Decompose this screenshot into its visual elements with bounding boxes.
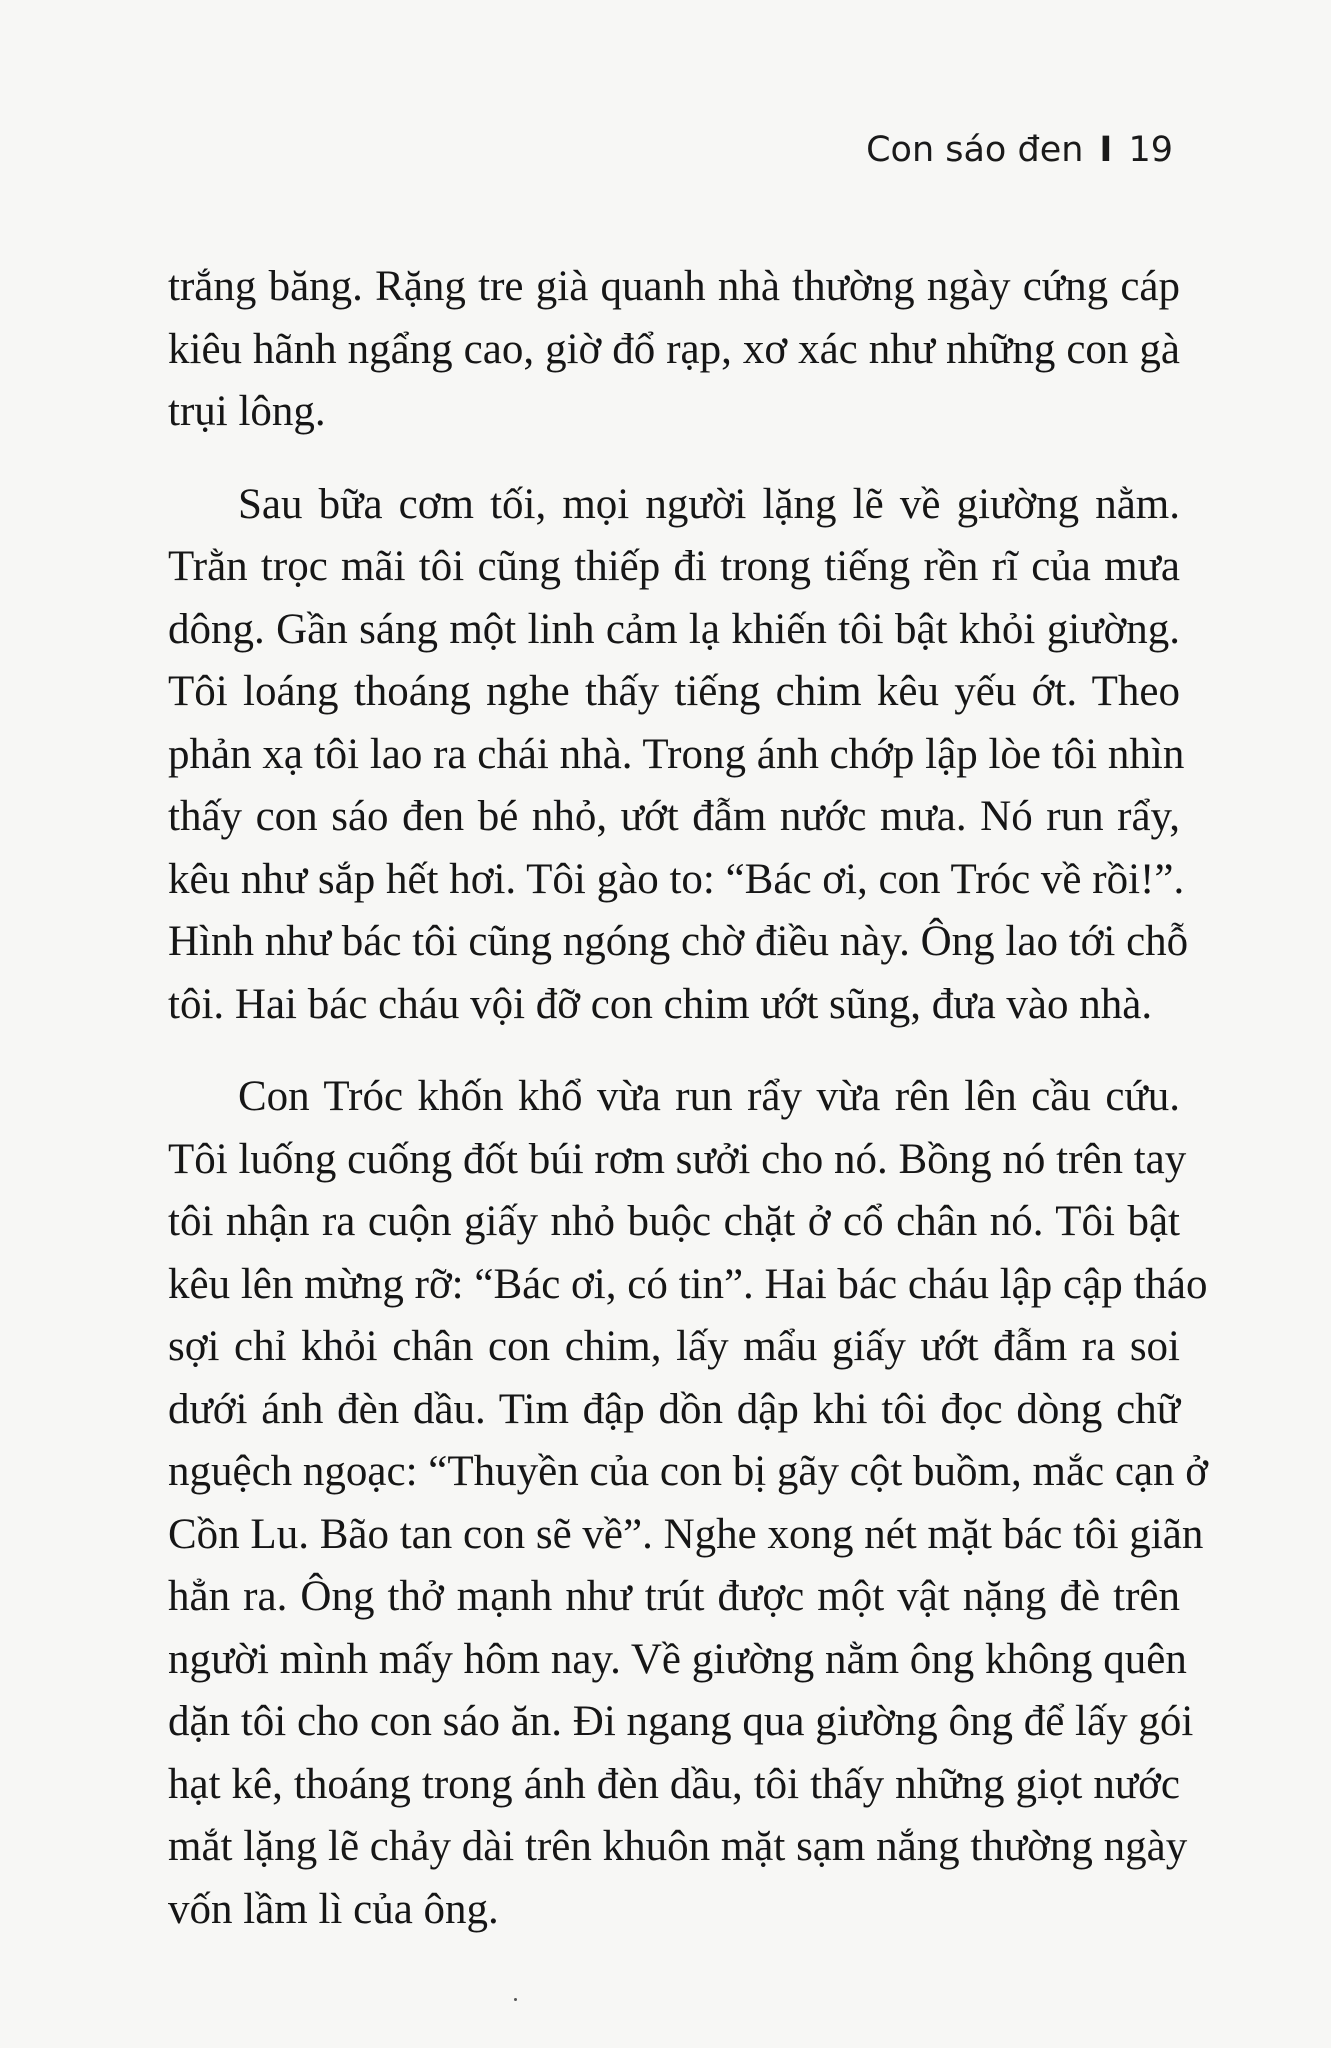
text-line: hẳn ra. Ông thở mạnh như trút được một vật nặng đè trên xyxy=(168,1573,1180,1620)
text-line: nguệch ngoạc: “Thuyền của con bị gãy cột buồm, mắc cạn ở xyxy=(168,1448,1209,1495)
body-text xyxy=(168,256,1209,1941)
text-line: kêu như sắp hết hơi. Tôi gào to: “Bác ơi, con Tróc về rồi!”. xyxy=(168,855,1185,903)
text-line: dông. Gần sáng một linh cảm lạ khiến tôi bật khỏi giường. xyxy=(168,605,1180,653)
text-line: trụi lông. xyxy=(168,388,326,435)
text-line: sợi chỉ khỏi chân con chim, lấy mẩu giấy ướt đẫm ra soi xyxy=(168,1323,1180,1370)
text-line: Hình như bác tôi cũng ngóng chờ điều này. Ông lao tới chỗ xyxy=(168,918,1189,965)
running-header xyxy=(866,130,1173,170)
text-line: Cồn Lu. Bão tan con sẽ về”. Nghe xong nét mặt bác tôi giãn xyxy=(168,1510,1204,1558)
text-line: dặn tôi cho con sáo ăn. Đi ngang qua giường ông để lấy gói xyxy=(168,1698,1194,1745)
text-line: kiêu hãnh ngẩng cao, giờ đổ rạp, xơ xác như những con gà xyxy=(168,325,1180,373)
page-number: 19 xyxy=(1128,130,1173,170)
header-separator: I xyxy=(1099,130,1113,170)
text-line: hạt kê, thoáng trong ánh đèn dầu, tôi thấy những giọt nước xyxy=(168,1760,1180,1808)
text-line: phản xạ tôi lao ra chái nhà. Trong ánh chớp lập lòe tôi nhìn xyxy=(168,730,1185,778)
text-line: Tôi luống cuống đốt búi rơm sưởi cho nó. Bồng nó trên tay xyxy=(168,1135,1187,1183)
text-line: mắt lặng lẽ chảy dài trên khuôn mặt sạm nắng thường ngày xyxy=(168,1823,1188,1870)
text-line: tôi. Hai bác cháu vội đỡ con chim ướt sũng, đưa vào nhà. xyxy=(168,980,1153,1028)
text-line: Trằn trọc mãi tôi cũng thiếp đi trong tiếng rền rĩ của mưa xyxy=(168,543,1180,590)
text-line: người mình mấy hôm nay. Về giường nằm ông không quên xyxy=(168,1635,1187,1683)
paper-speck xyxy=(514,1998,517,2001)
text-line: tôi nhận ra cuộn giấy nhỏ buộc chặt ở cổ chân nó. Tôi bật xyxy=(168,1198,1180,1245)
text-line: thấy con sáo đen bé nhỏ, ướt đẫm nước mưa. Nó run rẩy, xyxy=(168,793,1180,840)
text-line: Sau bữa cơm tối, mọi người lặng lẽ về giường nằm. xyxy=(238,480,1180,528)
paragraph-3 xyxy=(168,1066,1209,1941)
text-line: vốn lầm lì của ông. xyxy=(168,1885,499,1933)
text-line: Tôi loáng thoáng nghe thấy tiếng chim kêu yếu ớt. Theo xyxy=(168,668,1180,715)
text-line: Con Tróc khốn khổ vừa run rẩy vừa rên lên cầu cứu. xyxy=(238,1073,1180,1120)
paragraph-2 xyxy=(168,474,1189,1037)
paragraph-1 xyxy=(168,256,1180,444)
chapter-title: Con sáo đen xyxy=(866,130,1084,170)
text-line: trắng băng. Rặng tre già quanh nhà thường ngày cứng cáp xyxy=(168,263,1180,310)
text-line: dưới ánh đèn dầu. Tim đập dồn dập khi tôi đọc dòng chữ xyxy=(168,1385,1180,1433)
text-line: kêu lên mừng rỡ: “Bác ơi, có tin”. Hai bác cháu lập cập tháo xyxy=(168,1260,1208,1308)
